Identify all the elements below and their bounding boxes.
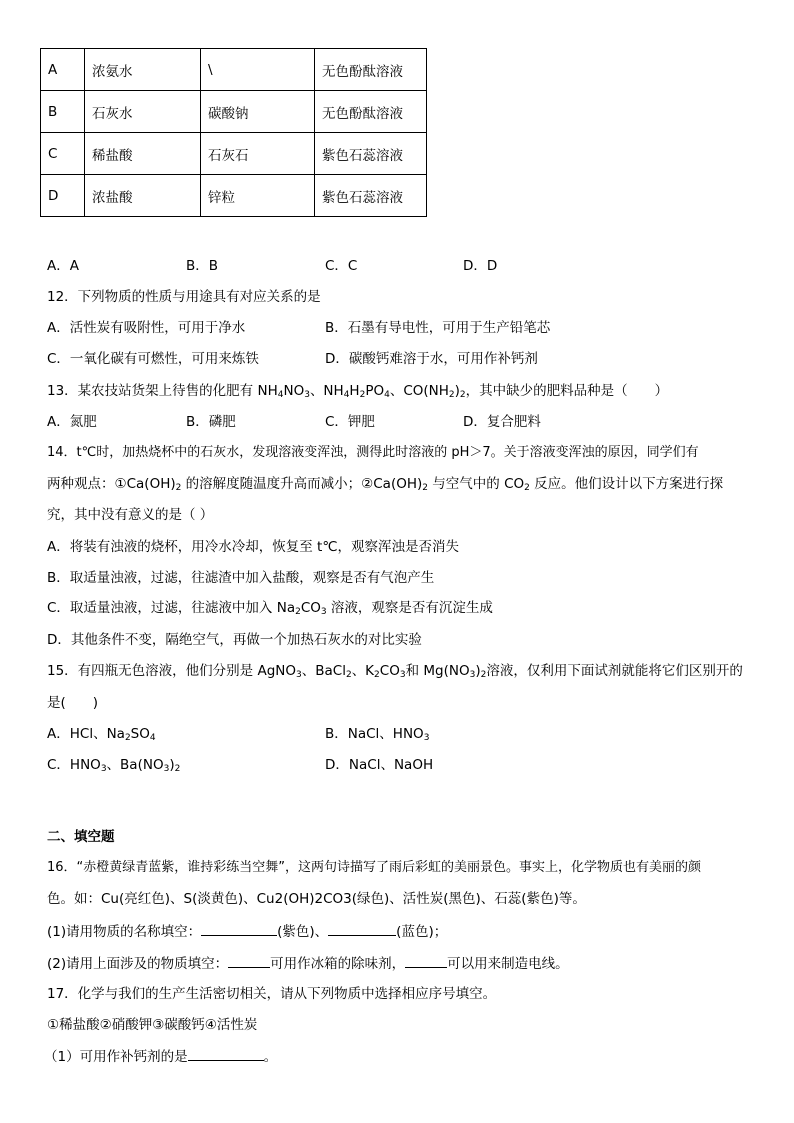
q15-stem-line2: 是( )	[47, 695, 99, 711]
q17-stem: 17．化学与我们的生产生活密切相关，请从下列物质中选择相应序号填空。	[47, 986, 497, 1002]
table-cell: A	[41, 49, 85, 91]
table-cell: D	[41, 175, 85, 217]
q17-part1: （1）可用作补钙剂的是 。	[44, 1046, 277, 1067]
q14-stem-line3: 究，其中没有意义的是（ ）	[47, 507, 214, 523]
q16-part2: (2)请用上面涉及的物质填空： 可用作冰箱的除味剂， 可以用来制造电线。	[47, 953, 569, 974]
table-cell: 石灰石	[201, 133, 315, 175]
q12-option-a: A．活性炭有吸附性，可用于净水	[47, 320, 246, 336]
answer-blank[interactable]	[228, 953, 270, 968]
table-cell: 浓氨水	[85, 49, 201, 91]
q13-option-b: B．磷肥	[186, 414, 236, 430]
q12-stem: 12．下列物质的性质与用途具有对应关系的是	[47, 289, 321, 305]
q15-option-a: A．HCl、$Na_2SO_4$	[47, 726, 156, 743]
table-row	[41, 91, 427, 133]
table-cell: \	[201, 49, 315, 91]
q11-option-d: D．D	[463, 258, 498, 274]
answer-blank[interactable]	[188, 1046, 264, 1061]
answer-blank[interactable]	[201, 921, 277, 936]
q13-option-d: D．复合肥料	[463, 414, 541, 430]
q16-part1: (1)请用物质的名称填空： (紫色)、 (蓝色)；	[47, 921, 447, 942]
table-row	[41, 133, 427, 175]
q12-option-c: C．一氧化碳有可燃性，可用来炼铁	[47, 351, 259, 367]
q11-option-c: C．C	[325, 258, 358, 274]
q16-stem-line2: 色。如：Cu(亮红色)、S(淡黄色)、Cu2(OH)2CO3(绿色)、活性炭(黑色)、石蕊(紫色)等。	[47, 891, 586, 907]
q15-option-c: C．$HNO_3$、$Ba(NO_3)_2$	[47, 757, 181, 774]
q15-option-d: D．NaCl、NaOH	[325, 757, 434, 773]
q14-option-c: C．取适量浊液，过滤，往滤液中加入 $Na_2CO_3$ 溶液，观察是否有沉淀生成	[47, 600, 493, 617]
q15-stem-line1: 15．有四瓶无色溶液，他们分别是 AgNO$_3$、BaCl$_2$、$K_2CO_3$和 $Mg(NO_3)_2$溶液，仅利用下面试剂就能将它们区别开的	[47, 663, 743, 680]
q14-stem-line1: 14．t℃时，加热烧杯中的石灰水，发现溶液变浑浊，测得此时溶液的 pH＞7。关于溶液变浑浊的原因，同学们有	[47, 445, 699, 460]
q12-option-b: B．石墨有导电性，可用于生产铅笔芯	[325, 320, 551, 336]
table-cell: 浓盐酸	[85, 175, 201, 217]
table-cell: 锌粒	[201, 175, 315, 217]
table-cell: 碳酸钠	[201, 91, 315, 133]
q14-stem-line2: 两种观点：$①Ca(OH)_2$ 的溶解度随温度升高而减小；$②Ca(OH)_2$ 与空气中的 $CO_2$ 反应。他们设计以下方案进行探	[47, 476, 724, 493]
table-row	[41, 49, 427, 91]
table-cell: 紫色石蕊溶液	[315, 133, 427, 175]
q14-option-a: A．将装有浊液的烧杯，用冷水冷却，恢复至 t℃，观察浑浊是否消失	[47, 539, 459, 555]
section-title: 二、填空题	[47, 829, 115, 845]
q12-option-d: D．碳酸钙难溶于水，可用作补钙剂	[325, 351, 538, 367]
q15-option-b: B．NaCl、$HNO_3$	[325, 726, 430, 743]
q14-option-b: B．取适量浊液，过滤，往滤渣中加入盐酸，观察是否有气泡产生	[47, 570, 435, 586]
table-cell: C	[41, 133, 85, 175]
answer-blank[interactable]	[328, 921, 396, 936]
options-table	[40, 48, 427, 217]
q17-options: ①稀盐酸②硝酸钾③碳酸钙④活性炭	[47, 1017, 258, 1033]
q14-option-d: D．其他条件不变，隔绝空气，再做一个加热石灰水的对比实验	[47, 632, 422, 648]
table-cell: 紫色石蕊溶液	[315, 175, 427, 217]
table-cell: 无色酚酞溶液	[315, 49, 427, 91]
q13-option-a: A．氮肥	[47, 414, 97, 430]
table-row	[41, 175, 427, 217]
q11-option-b: B．B	[186, 258, 219, 274]
table-cell: 稀盐酸	[85, 133, 201, 175]
q11-option-a: A．A	[47, 258, 79, 274]
table-cell: 石灰水	[85, 91, 201, 133]
answer-blank[interactable]	[405, 953, 447, 968]
q13-option-c: C．钾肥	[325, 414, 375, 430]
table-cell: B	[41, 91, 85, 133]
q13-stem: 13．某农技站货架上待售的化肥有 $NH_4NO_3$、$NH_4H_2PO_4$、$CO(NH_2)_2$，其中缺少的肥料品种是（ ）	[47, 383, 669, 400]
table-cell: 无色酚酞溶液	[315, 91, 427, 133]
q16-stem-line1: 16．“赤橙黄绿青蓝紫，谁持彩练当空舞”，这两句诗描写了雨后彩虹的美丽景色。事实上，化学物质也有美丽的颜	[47, 860, 702, 875]
